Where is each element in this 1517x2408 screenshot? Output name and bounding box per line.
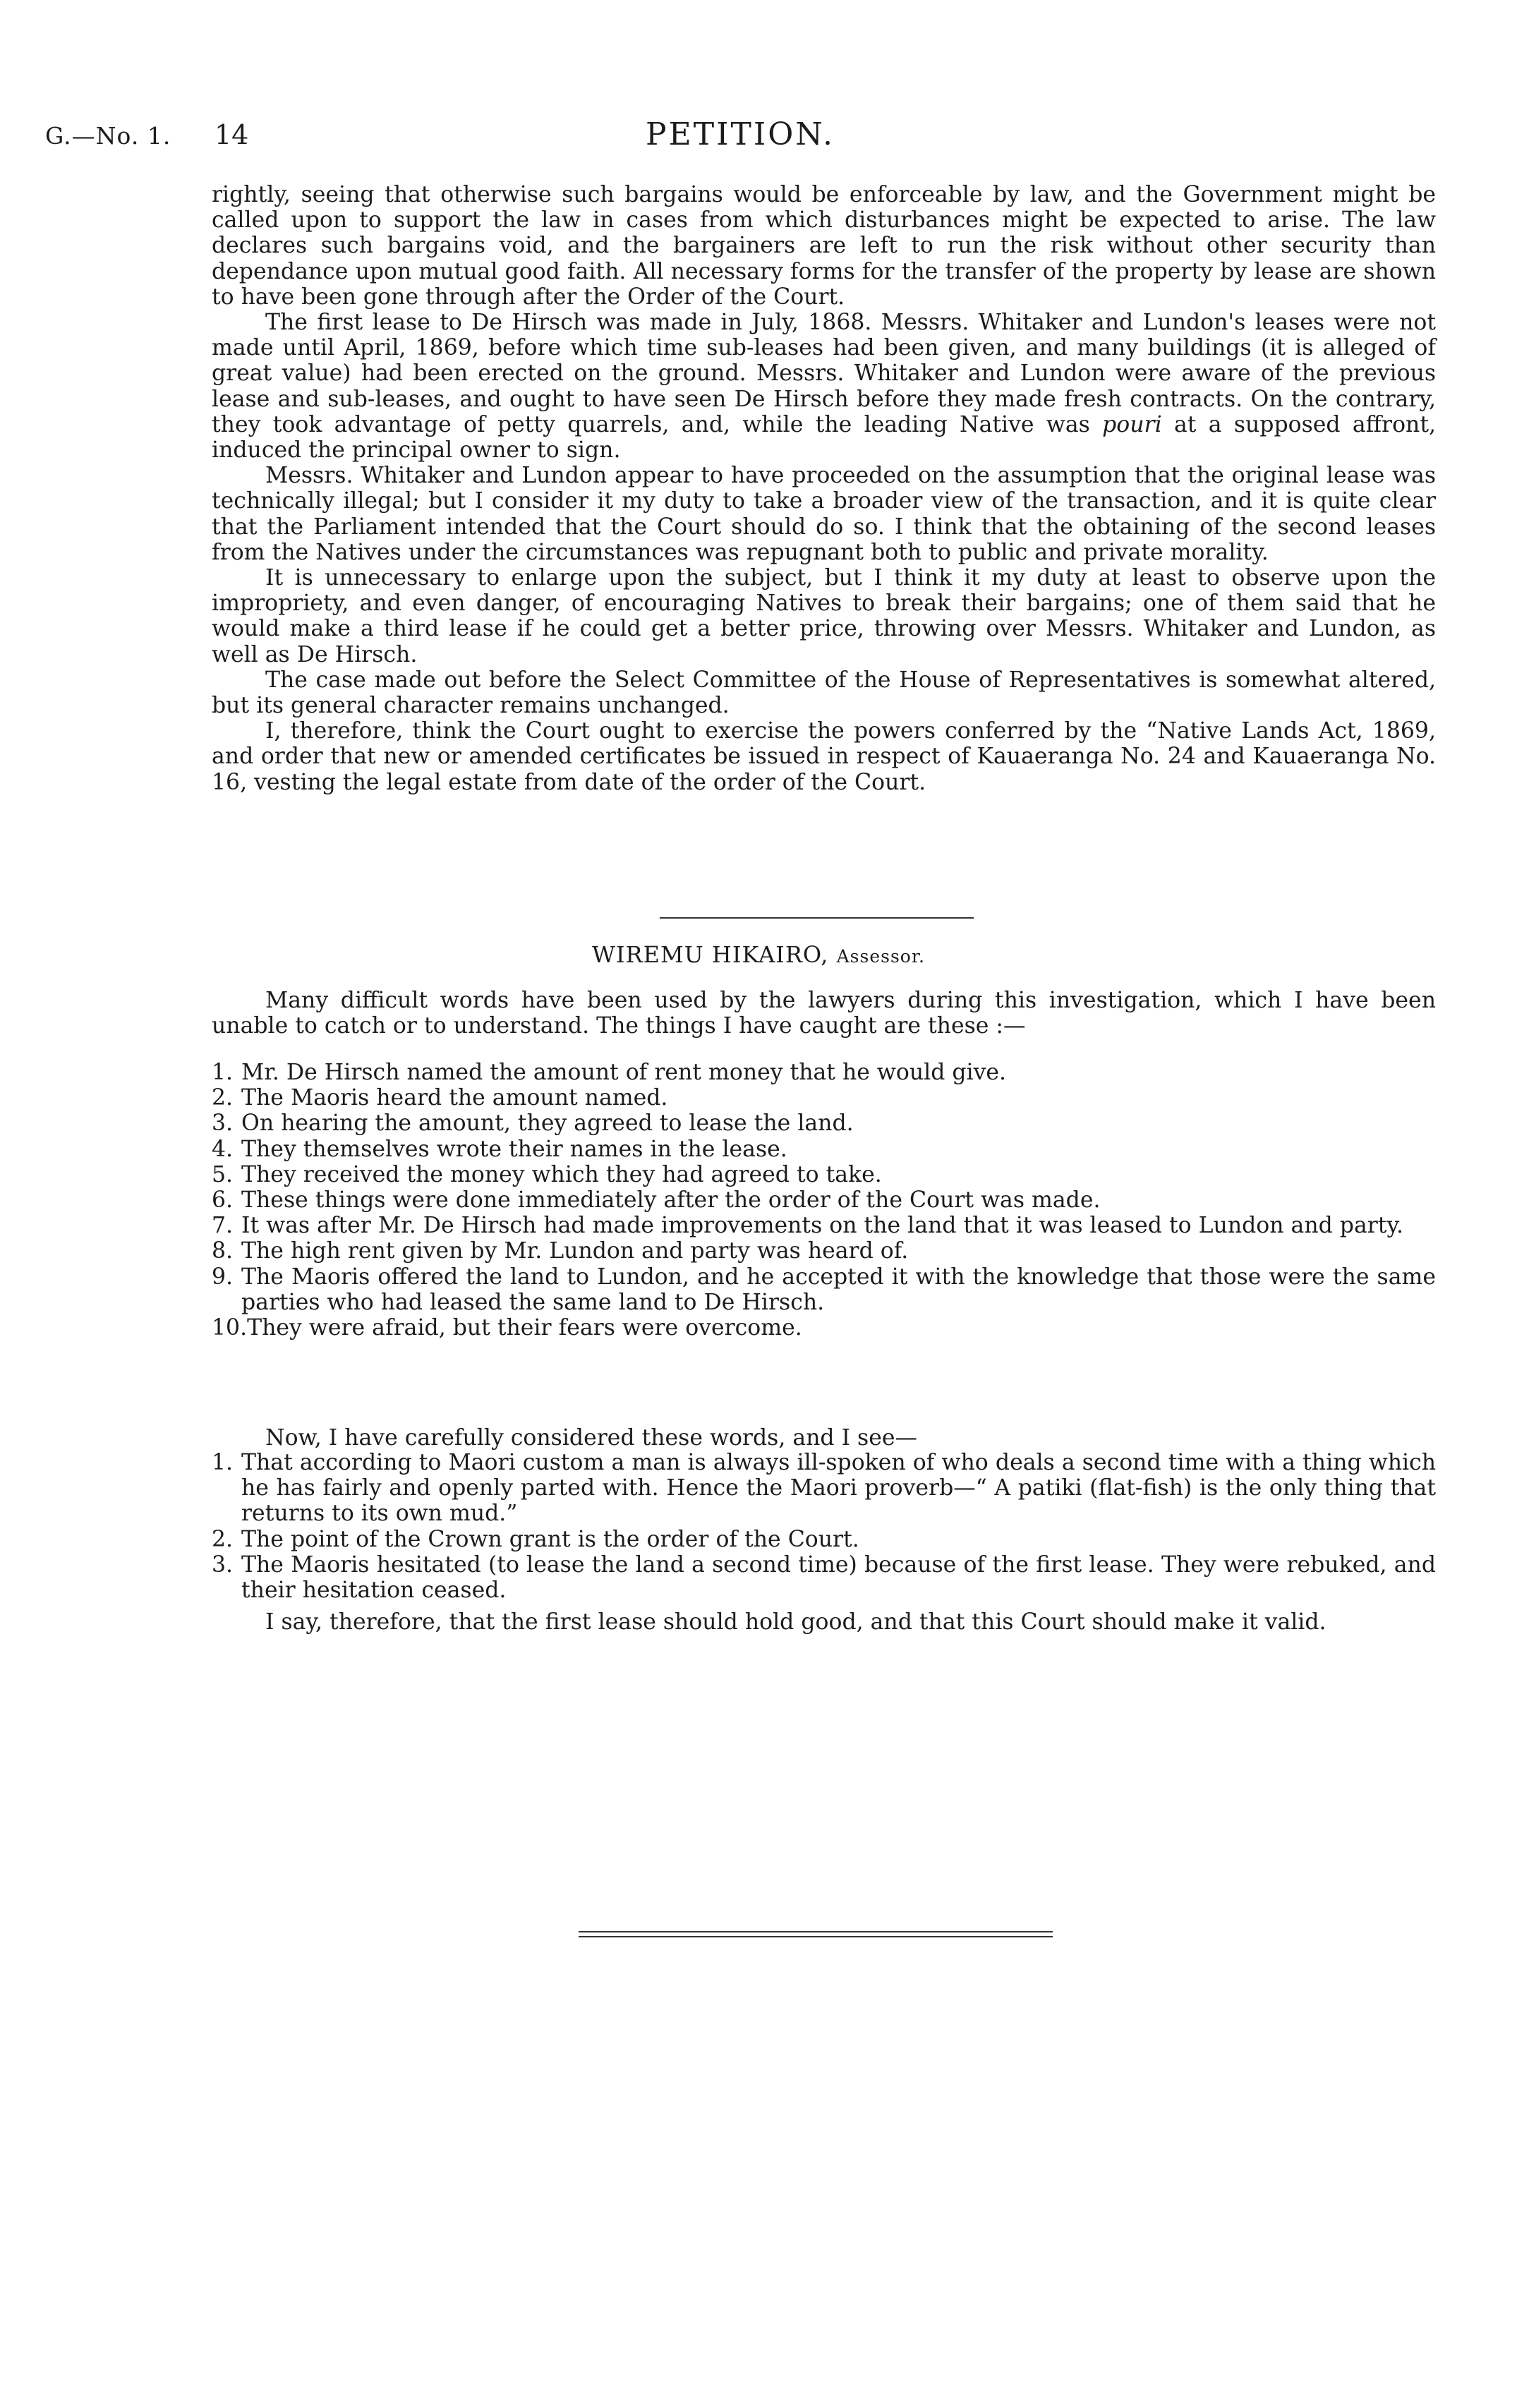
- page-header: [45, 116, 1435, 159]
- list-item: 2. The point of the Crown grant is the order of the Court.: [212, 1526, 859, 1552]
- points-list: [212, 1060, 1436, 1341]
- paragraph-order: I, therefore, think the Court ought to exercise the powers conferred by the “Native Lands Act, 1869, and order that new or amended certificates be issued in respect of Kauaeranga No. 24 and Kauaeranga No. 16, vesting the legal estate from date of the order of the Court.: [212, 718, 1436, 795]
- list-item: 7. It was after Mr. De Hirsch had made improvements on the land that it was leased to Lundon and party.: [212, 1213, 1404, 1239]
- assessor-intro: Many difficult words have been used by the lawyers during this investigation, which I have been unable to catch or to understand. The things I have caught are these :—: [212, 988, 1436, 1039]
- list-item: 5. They received the money which they had agreed to take.: [212, 1161, 882, 1187]
- paragraph-continued: rightly, seeing that otherwise such bargains would be enforceable by law, and the Government might be called upon to support the law in cases from which disturbances might be expected to arise. The law declares such bargains void, and the bargainers are left to run the risk without other security than dependance upon mutual good faith. All necessary forms for the transfer of the property by lease are shown to have been gone through after the Order of the Court.: [212, 182, 1436, 310]
- header-reference: G.—No. 1.: [45, 122, 171, 150]
- conclusions-list: [212, 1450, 1436, 1603]
- page-title: PETITION.: [646, 116, 835, 152]
- list-item: 3. The Maoris hesitated (to lease the land a second time) because of the first lease. They were rebuked, and their hesitation ceased.: [212, 1551, 1436, 1604]
- section-divider: [660, 917, 974, 919]
- paragraph-assumption: Messrs. Whitaker and Lundon appear to have proceeded on the assumption that the original lease was technically illegal; but I consider it my duty to take a broader view of the transaction, and it is quite clear that the Parliament intended that the Court should do so. I think that the obtaining of the second leases from the Natives under the circumstances was repugnant both to public and private morality.: [212, 463, 1436, 565]
- assessor-name: WIREMU HIKAIRO,: [592, 941, 829, 968]
- paragraph-impropriety: It is unnecessary to enlarge upon the subject, but I think it my duty at least to observe upon the impropriety, and even danger, of encouraging Natives to break their bargains; one of them said that he would make a third lease if he could get a better price, throwing over Messrs. Whitaker and Lundon, as well as De Hirsch.: [212, 565, 1436, 667]
- list-item: 1. Mr. De Hirsch named the amount of rent money that he would give.: [212, 1060, 1007, 1085]
- assessor-heading: [0, 941, 1517, 968]
- list-item: 4. They themselves wrote their names in the lease.: [212, 1136, 787, 1162]
- list-item: 10. They were afraid, but their fears were overcome.: [212, 1315, 802, 1341]
- end-rule: [579, 1931, 1053, 1937]
- list-item: 1. That according to Maori custom a man is always ill-spoken of who deals a second time with a thing which he has fairly and openly parted with. Hence the Maori proverb—“ A patiki (flat-fish) is the only thing that returns to its own mud.”: [212, 1450, 1436, 1527]
- italic-word-pouri: pouri: [1102, 411, 1162, 437]
- list-item: 8. The high rent given by Mr. Lundon and party was heard of.: [212, 1238, 909, 1264]
- considered-line: Now, I have carefully considered these words, and I see—: [265, 1425, 917, 1451]
- list-item: 3. On hearing the amount, they agreed to lease the land.: [212, 1111, 854, 1137]
- paragraph-select-committee: The case made out before the Select Committee of the House of Representatives is somewhat altered, but its general character remains unchanged.: [212, 667, 1436, 719]
- closing-line: I say, therefore, that the first lease should hold good, and that this Court should make it valid.: [265, 1609, 1326, 1635]
- assessor-role: Assessor.: [836, 946, 925, 967]
- list-item: 6. These things were done immediately after the order of the Court was made.: [212, 1187, 1101, 1214]
- list-item: 9. The Maoris offered the land to Lundon, and he accepted it with the knowledge that those were the same parties who had leased the same land to De Hirsch.: [212, 1264, 1436, 1315]
- body-text: [212, 182, 1436, 795]
- paragraph-first-lease: The first lease to De Hirsch was made in July, 1868. Messrs. Whitaker and Lundon's leases were not made until April, 1869, before which time sub-leases had been given, and many buildings (it is alleged of great value) had been erected on the ground. Messrs. Whitaker and Lundon were aware of the previous lease and sub-leases, and ought to have seen De Hirsch before they made fresh contracts. On the contrary, they took advantage of petty quarrels, and, while the leading Native was pouri at a supposed affront, induced the principal owner to sign.: [212, 310, 1436, 464]
- list-item: 2. The Maoris heard the amount named.: [212, 1085, 668, 1111]
- page-number: 14: [214, 119, 249, 150]
